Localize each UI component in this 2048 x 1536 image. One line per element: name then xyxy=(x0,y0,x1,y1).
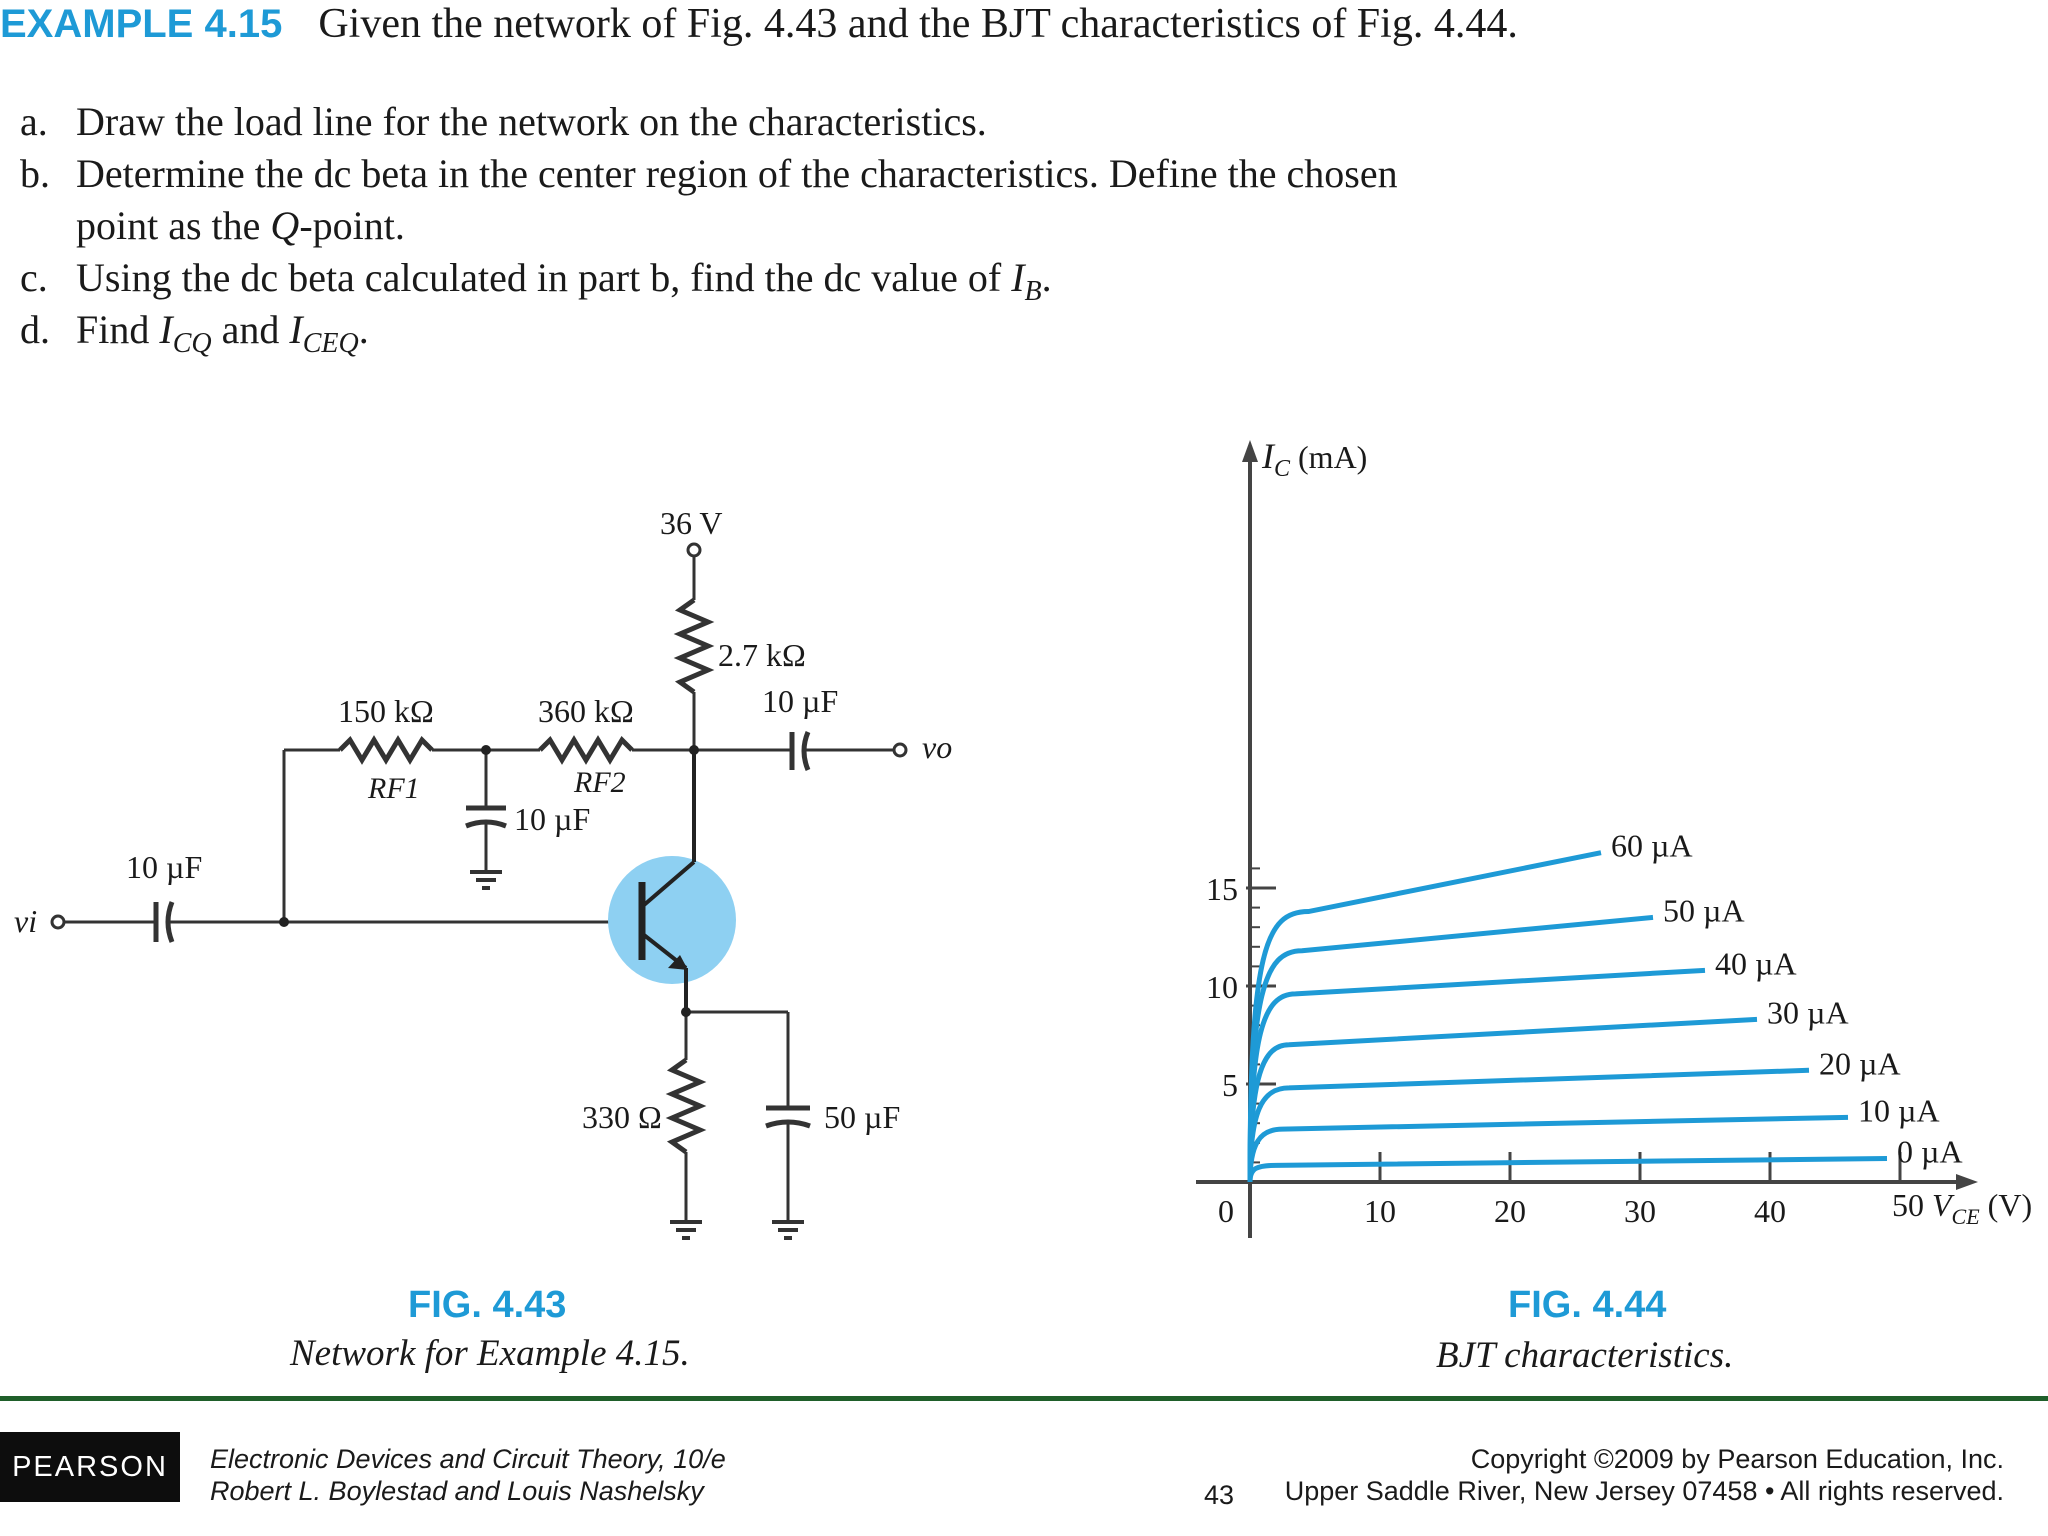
rf2-value-label: 360 kΩ xyxy=(538,693,634,729)
example-number: EXAMPLE 4.15 xyxy=(0,2,283,46)
cout-label: 10 µF xyxy=(762,683,839,719)
part-text: Draw the load line for the network on the characteristics. xyxy=(76,99,987,144)
rf2-resistor xyxy=(540,740,632,760)
supply-label: 36 V xyxy=(660,505,723,541)
vi-terminal xyxy=(52,916,64,928)
series-label: 50 µA xyxy=(1663,892,1745,929)
part-text: Using the dc beta calculated in part b, find the dc value of xyxy=(76,255,1012,300)
x-tick-label: 20 xyxy=(1494,1193,1526,1229)
cin-label: 10 µF xyxy=(126,849,203,885)
rf1-name-label: RF1 xyxy=(368,772,420,805)
icq-symbol: I xyxy=(159,307,173,352)
page-number: 43 xyxy=(1204,1480,1235,1510)
y-axis-arrow-icon xyxy=(1242,440,1258,462)
part-label: c. xyxy=(20,255,48,300)
iceq-subscript: CEQ xyxy=(302,328,359,359)
part-label: a. xyxy=(20,99,48,144)
book-title: Electronic Devices and Circuit Theory, 10/e xyxy=(210,1444,726,1474)
supply-terminal xyxy=(688,544,700,556)
part-text: -point. xyxy=(299,203,405,248)
cmid-label: 10 µF xyxy=(514,801,591,837)
fig1-caption: Network for Example 4.15. xyxy=(290,1333,690,1374)
series-curve xyxy=(1250,1158,1887,1182)
series-label: 60 µA xyxy=(1611,827,1693,864)
example-intro: Given the network of Fig. 4.43 and the BJT characteristics of Fig. 4.44. xyxy=(318,1,1518,47)
series-label: 20 µA xyxy=(1819,1045,1901,1082)
icq-subscript: CQ xyxy=(172,328,212,359)
series-curve xyxy=(1250,1117,1848,1182)
junction-dot xyxy=(279,917,289,927)
iceq-symbol: I xyxy=(289,307,303,352)
rf1-resistor xyxy=(340,740,432,760)
series-label: 30 µA xyxy=(1767,994,1849,1031)
ib-subscript: B xyxy=(1024,276,1042,307)
y-axis-label: $I_C$ (mA) xyxy=(1262,436,1368,482)
junction-dot xyxy=(481,745,491,755)
rc-label: 2.7 kΩ xyxy=(718,637,806,673)
ce-label: 50 µF xyxy=(824,1099,901,1135)
q-symbol: Q xyxy=(270,203,300,248)
x-tick-label: 10 xyxy=(1364,1193,1396,1229)
x-tick-label: 0 xyxy=(1218,1193,1234,1229)
y-tick-label: 15 xyxy=(1206,871,1238,907)
x-axis-label: 50 $V_{CE}$ (V) xyxy=(1892,1187,2033,1229)
series-label: 10 µA xyxy=(1858,1092,1940,1129)
part-text: point as the xyxy=(76,203,271,248)
fig2-caption: BJT characteristics. xyxy=(1436,1335,1734,1376)
footer-divider xyxy=(0,1396,2048,1401)
junction-dot xyxy=(681,1007,691,1017)
y-tick-label: 10 xyxy=(1206,969,1238,1005)
part-label: d. xyxy=(20,307,50,352)
x-tick-label: 30 xyxy=(1624,1193,1656,1229)
rc-resistor xyxy=(680,600,708,692)
vo-terminal xyxy=(894,744,906,756)
rf1-value-label: 150 kΩ xyxy=(338,693,434,729)
rf2-name-label: RF2 xyxy=(574,766,626,799)
bjt-characteristics-chart xyxy=(1196,436,2032,1238)
part-label: b. xyxy=(20,151,50,196)
series-curve xyxy=(1250,853,1601,1182)
part-text: Determine the dc beta in the center region of the characteristics. Define the chosen xyxy=(76,151,1398,196)
series-label: 40 µA xyxy=(1715,945,1797,982)
y-tick-label: 5 xyxy=(1222,1067,1238,1103)
re-resistor xyxy=(672,1060,700,1152)
vi-label: vi xyxy=(14,903,38,939)
ib-symbol: I xyxy=(1011,255,1025,300)
book-authors: Robert L. Boylestad and Louis Nashelsky xyxy=(210,1476,704,1506)
x-tick-label: 40 xyxy=(1754,1193,1786,1229)
fig2-title: FIG. 4.44 xyxy=(1508,1284,1667,1326)
series-curve xyxy=(1250,1019,1757,1182)
series-label: 0 µA xyxy=(1897,1133,1963,1170)
re-label: 330 Ω xyxy=(582,1099,662,1135)
copyright: Copyright ©2009 by Pearson Education, Inc. xyxy=(1470,1444,2004,1474)
series-curve xyxy=(1250,917,1653,1182)
part-d: d. Find $I_{CQ}$ and $I_{CEQ}$. xyxy=(20,307,369,359)
vo-label: vo xyxy=(922,729,953,765)
pearson-logo: PEARSON xyxy=(0,1432,180,1502)
x-axis-arrow-icon xyxy=(1956,1174,1978,1190)
fig1-title: FIG. 4.43 xyxy=(408,1284,567,1326)
part-c: c. Using the dc beta calculated in part b, find the dc value of $I_B$. xyxy=(20,255,1052,307)
address: Upper Saddle River, New Jersey 07458 • All rights reserved. xyxy=(1284,1476,2004,1506)
